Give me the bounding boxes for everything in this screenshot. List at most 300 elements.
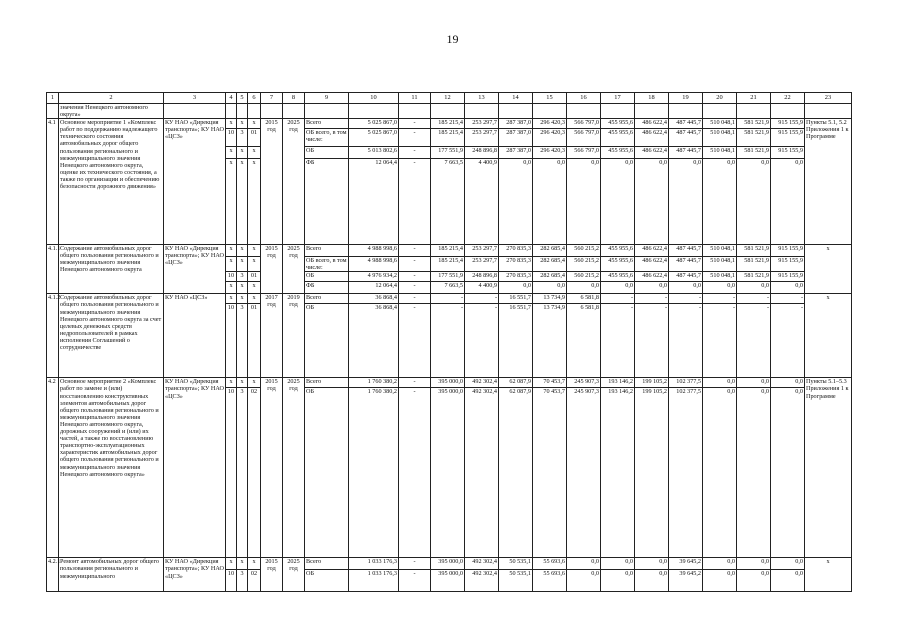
amount-cell: 487 445,7 — [669, 147, 703, 159]
end-year — [283, 245, 305, 294]
amount-cell: 4 400,9 — [465, 159, 499, 245]
amount-cell: 0,0 — [635, 282, 669, 294]
item-executor: КУ НАО «Дирекция транспорта»; КУ НАО «ЦСЗ» — [164, 245, 226, 294]
amount-cell: 12 064,4 — [349, 159, 399, 245]
column-number-1: 1 — [47, 93, 59, 104]
amount-cell: - — [399, 159, 431, 245]
amount-cell: 0,0 — [737, 378, 771, 388]
budget-code: х — [248, 282, 261, 294]
end-year-unit: год — [289, 385, 298, 393]
budget-code: х — [226, 119, 237, 129]
amount-cell: 36 868,4 — [349, 294, 399, 304]
amount-cell: 566 797,0 — [567, 147, 601, 159]
end-year-value: 2025 — [287, 119, 300, 127]
amount-cell: 253 297,7 — [465, 129, 499, 147]
amount-cell: 487 445,7 — [669, 119, 703, 129]
amount-cell: 0,0 — [771, 570, 805, 592]
start-year-unit: год — [267, 301, 276, 309]
budget-code: 01 — [248, 129, 261, 147]
amount-cell: 492 302,4 — [465, 388, 499, 558]
amount-cell: 0,0 — [567, 558, 601, 570]
amount-cell: 0,0 — [601, 558, 635, 570]
amount-cell: 581 521,9 — [737, 245, 771, 257]
amount-cell: 915 155,9 — [771, 257, 805, 272]
item-name: Ремонт автомобильных дорог общего пользования регионального и межмуниципального — [59, 558, 164, 592]
amount-cell: 0,0 — [737, 570, 771, 592]
amount-cell: 0,0 — [737, 159, 771, 245]
amount-cell: 0,0 — [533, 159, 567, 245]
item-number: 4.1.2 — [47, 294, 59, 378]
amount-cell: 395 000,0 — [431, 388, 465, 558]
amount-cell: 1 033 176,3 — [349, 570, 399, 592]
amount-cell: - — [771, 294, 805, 304]
amount-cell: 0,0 — [703, 378, 737, 388]
item-executor: КУ НАО «Дирекция транспорта»; КУ НАО «ЦСЗ» — [164, 119, 226, 245]
item-number: 4.2 — [47, 378, 59, 558]
amount-cell: 12 064,4 — [349, 282, 399, 294]
amount-cell: - — [431, 294, 465, 304]
end-year-unit: год — [289, 565, 298, 573]
budget-code: 10 — [226, 304, 237, 378]
budget-code: х — [226, 378, 237, 388]
budget-code: х — [226, 558, 237, 570]
budget-code: х — [248, 159, 261, 245]
budget-code: х — [248, 119, 261, 129]
amount-cell: 486 622,4 — [635, 119, 669, 129]
funding-source: Всего — [305, 558, 349, 570]
amount-cell: 487 445,7 — [669, 272, 703, 282]
column-number-19: 19 — [669, 93, 703, 104]
budget-code: х — [237, 378, 248, 388]
amount-cell: 581 521,9 — [737, 119, 771, 129]
item-name: Содержание автомобильных дорог общего пользования регионального и межмуниципального значения Ненецкого автономного округа за счет целевых денежных средств недропользователей в рамках исполнения Соглашений о сотрудничестве — [59, 294, 164, 378]
amount-cell: 455 955,6 — [601, 119, 635, 129]
amount-cell: 55 693,6 — [533, 570, 567, 592]
amount-cell: 0,0 — [567, 570, 601, 592]
amount-cell: 5 013 802,6 — [349, 147, 399, 159]
start-year — [261, 378, 283, 558]
amount-cell: 245 907,3 — [567, 388, 601, 558]
program-table — [46, 92, 852, 592]
end-year-value: 2019 — [287, 294, 300, 302]
amount-cell: 287 387,0 — [499, 129, 533, 147]
amount-cell: 55 693,6 — [533, 558, 567, 570]
amount-cell: 0,0 — [703, 159, 737, 245]
start-year — [261, 294, 283, 378]
column-number-8: 8 — [283, 93, 305, 104]
budget-code: 10 — [226, 129, 237, 147]
amount-cell: 62 087,9 — [499, 378, 533, 388]
amount-cell: - — [399, 129, 431, 147]
amount-cell: 270 835,3 — [499, 245, 533, 257]
amount-cell: 296 420,3 — [533, 147, 567, 159]
amount-cell: - — [399, 282, 431, 294]
amount-cell: 1 760 380,2 — [349, 388, 399, 558]
amount-cell: - — [635, 294, 669, 304]
budget-code: х — [248, 257, 261, 272]
item-executor: КУ НАО «ЦСЗ» — [164, 294, 226, 378]
amount-cell: 0,0 — [601, 570, 635, 592]
amount-cell: 560 215,2 — [567, 245, 601, 257]
amount-cell: 0,0 — [635, 558, 669, 570]
amount-cell: 455 955,6 — [601, 245, 635, 257]
budget-code: 02 — [248, 388, 261, 558]
amount-cell: 486 622,4 — [635, 272, 669, 282]
amount-cell: 0,0 — [635, 159, 669, 245]
amount-cell: 50 535,1 — [499, 558, 533, 570]
amount-cell: - — [399, 272, 431, 282]
funding-source: ОБ всего, в том числе: — [306, 257, 347, 272]
budget-code: х — [237, 294, 248, 304]
amount-cell: 36 868,4 — [349, 304, 399, 378]
amount-cell: 287 387,0 — [499, 119, 533, 129]
end-year — [283, 294, 305, 378]
column-number-16: 16 — [567, 93, 601, 104]
amount-cell: 395 000,0 — [431, 378, 465, 388]
column-number-row — [47, 93, 852, 104]
column-number-6: 6 — [248, 93, 261, 104]
amount-cell: 282 685,4 — [533, 245, 567, 257]
amount-cell: 62 087,9 — [499, 388, 533, 558]
amount-cell: 0,0 — [669, 159, 703, 245]
budget-code: х — [237, 282, 248, 294]
start-year-unit: год — [267, 385, 276, 393]
column-number-2: 2 — [59, 93, 164, 104]
budget-code: х — [248, 294, 261, 304]
amount-cell: 492 302,4 — [465, 570, 499, 592]
amount-cell: 13 734,9 — [533, 304, 567, 378]
carry-over-row — [47, 104, 852, 119]
budget-code: х — [248, 378, 261, 388]
amount-cell: 0,0 — [703, 558, 737, 570]
amount-cell: 270 835,3 — [499, 272, 533, 282]
budget-code: 3 — [237, 304, 248, 378]
amount-cell: 915 155,9 — [771, 272, 805, 282]
column-number-21: 21 — [737, 93, 771, 104]
amount-cell: 0,0 — [737, 388, 771, 558]
item-note: х — [805, 294, 852, 378]
amount-cell: 915 155,9 — [771, 245, 805, 257]
amount-cell: 7 663,5 — [431, 282, 465, 294]
budget-code: 10 — [226, 272, 237, 282]
item-name: Содержание автомобильных дорог общего пользования регионального и межмуниципального значения Ненецкого автономного округа — [59, 245, 164, 294]
amount-cell: 581 521,9 — [737, 272, 771, 282]
amount-cell: - — [465, 294, 499, 304]
amount-cell: 510 048,1 — [703, 257, 737, 272]
end-year-unit: год — [289, 301, 298, 309]
amount-cell: 253 297,7 — [465, 119, 499, 129]
amount-cell: - — [399, 388, 431, 558]
amount-cell: 282 685,4 — [533, 272, 567, 282]
funding-source: Всего — [305, 119, 349, 129]
amount-cell: 0,0 — [499, 282, 533, 294]
budget-code: х — [248, 147, 261, 159]
amount-cell: 4 400,9 — [465, 282, 499, 294]
amount-cell: 510 048,1 — [703, 129, 737, 147]
item-executor: КУ НАО «Дирекция транспорта»; КУ НАО «ЦСЗ» — [164, 558, 226, 592]
column-number-15: 15 — [533, 93, 567, 104]
amount-cell: 13 734,9 — [533, 294, 567, 304]
amount-cell: 566 797,0 — [567, 119, 601, 129]
amount-cell: - — [703, 304, 737, 378]
amount-cell: - — [737, 304, 771, 378]
amount-cell: 566 797,0 — [567, 129, 601, 147]
column-number-23: 23 — [805, 93, 852, 104]
start-year-value: 2015 — [265, 119, 278, 127]
amount-cell: 4 988 998,6 — [349, 245, 399, 257]
amount-cell: - — [399, 294, 431, 304]
column-number-3: 3 — [164, 93, 226, 104]
amount-cell: 581 521,9 — [737, 257, 771, 272]
budget-code: х — [226, 245, 237, 257]
column-number-11: 11 — [399, 93, 431, 104]
amount-cell: 0,0 — [635, 570, 669, 592]
amount-cell: 560 215,2 — [567, 272, 601, 282]
amount-cell: - — [669, 304, 703, 378]
amount-cell: 455 955,6 — [601, 147, 635, 159]
column-number-12: 12 — [431, 93, 465, 104]
amount-cell: - — [431, 304, 465, 378]
end-year-value: 2025 — [287, 245, 300, 253]
amount-cell: 0,0 — [703, 282, 737, 294]
amount-cell: - — [635, 304, 669, 378]
amount-cell: 486 622,4 — [635, 129, 669, 147]
start-year-unit: год — [267, 252, 276, 260]
amount-cell: 296 420,3 — [533, 119, 567, 129]
amount-cell: 492 302,4 — [465, 378, 499, 388]
column-number-14: 14 — [499, 93, 533, 104]
amount-cell: 915 155,9 — [771, 119, 805, 129]
budget-code: 01 — [248, 272, 261, 282]
amount-cell: 510 048,1 — [703, 119, 737, 129]
column-number-9: 9 — [305, 93, 349, 104]
amount-cell: 253 297,7 — [465, 257, 499, 272]
amount-cell: 6 581,8 — [567, 304, 601, 378]
amount-cell: 486 622,4 — [635, 245, 669, 257]
item-number: 4.1 — [47, 119, 59, 245]
amount-cell: - — [771, 304, 805, 378]
amount-cell: 193 146,2 — [601, 388, 635, 558]
funding-source: ОБ — [305, 570, 349, 592]
budget-code: 01 — [248, 304, 261, 378]
amount-cell: 1 760 380,2 — [349, 378, 399, 388]
amount-cell: 16 551,7 — [499, 294, 533, 304]
amount-cell: 0,0 — [771, 282, 805, 294]
amount-cell: - — [399, 245, 431, 257]
amount-cell: 39 645,2 — [669, 558, 703, 570]
funding-source: Всего — [305, 245, 349, 257]
budget-code: 3 — [237, 272, 248, 282]
end-year — [283, 558, 305, 592]
amount-cell: 177 551,9 — [431, 147, 465, 159]
funding-source: Всего — [305, 378, 349, 388]
start-year-value: 2017 — [265, 294, 278, 302]
budget-code: х — [226, 257, 237, 272]
item-executor: КУ НАО «Дирекция транспорта»; КУ НАО «ЦСЗ» — [164, 378, 226, 558]
amount-cell: 39 645,2 — [669, 570, 703, 592]
funding-source: ФБ — [305, 282, 349, 294]
start-year-value: 2015 — [265, 245, 278, 253]
funding-source: Всего — [305, 294, 349, 304]
program-row-r421-line-0 — [47, 558, 852, 570]
budget-code: х — [226, 147, 237, 159]
funding-source: ОБ — [305, 272, 349, 282]
amount-cell: 4 976 934,2 — [349, 272, 399, 282]
amount-cell: - — [601, 304, 635, 378]
budget-code: х — [237, 159, 248, 245]
item-number: 4.2.1 — [47, 558, 59, 592]
item-number: 4.1.1 — [47, 245, 59, 294]
amount-cell: 193 146,2 — [601, 378, 635, 388]
amount-cell: 395 000,0 — [431, 558, 465, 570]
amount-cell: 296 420,3 — [533, 129, 567, 147]
budget-code: х — [226, 294, 237, 304]
amount-cell: 510 048,1 — [703, 147, 737, 159]
amount-cell: - — [465, 304, 499, 378]
amount-cell: 486 622,4 — [635, 257, 669, 272]
end-year-unit: год — [289, 126, 298, 134]
column-number-20: 20 — [703, 93, 737, 104]
page-number: 19 — [446, 32, 459, 46]
budget-code: 10 — [226, 388, 237, 558]
column-number-17: 17 — [601, 93, 635, 104]
end-year — [283, 378, 305, 558]
amount-cell: 0,0 — [601, 282, 635, 294]
amount-cell: 0,0 — [703, 388, 737, 558]
budget-code: 10 — [226, 570, 237, 592]
amount-cell: 0,0 — [499, 159, 533, 245]
amount-cell: 581 521,9 — [737, 129, 771, 147]
carry-over-text: значения Ненецкого автономного округа» — [59, 104, 164, 119]
amount-cell: 287 387,0 — [499, 147, 533, 159]
funding-source: ОБ — [305, 147, 349, 159]
amount-cell: 395 000,0 — [431, 570, 465, 592]
budget-code: 3 — [237, 570, 248, 592]
start-year-unit: год — [267, 565, 276, 573]
program-row-r412-line-0 — [47, 294, 852, 304]
program-table-wrapper — [46, 92, 848, 640]
amount-cell: 455 955,6 — [601, 272, 635, 282]
amount-cell: 0,0 — [567, 159, 601, 245]
amount-cell: 455 955,6 — [601, 257, 635, 272]
amount-cell: 5 025 867,0 — [349, 129, 399, 147]
budget-code: 3 — [237, 388, 248, 558]
amount-cell: 487 445,7 — [669, 257, 703, 272]
start-year — [261, 558, 283, 592]
amount-cell: 102 377,5 — [669, 388, 703, 558]
start-year — [261, 245, 283, 294]
amount-cell: 253 297,7 — [465, 245, 499, 257]
amount-cell: 510 048,1 — [703, 272, 737, 282]
amount-cell: - — [669, 294, 703, 304]
item-note: х — [805, 558, 852, 592]
amount-cell: 0,0 — [771, 159, 805, 245]
start-year-value: 2015 — [265, 558, 278, 566]
amount-cell: 270 835,3 — [499, 257, 533, 272]
item-note: Пункты 5.1–5.3 Приложения 1 к Программе — [805, 378, 852, 558]
amount-cell: 5 025 867,0 — [349, 119, 399, 129]
amount-cell: - — [399, 304, 431, 378]
amount-cell: 177 551,9 — [431, 272, 465, 282]
amount-cell: 185 215,4 — [431, 129, 465, 147]
end-year-value: 2025 — [287, 558, 300, 566]
start-year — [261, 119, 283, 245]
amount-cell: 487 445,7 — [669, 129, 703, 147]
amount-cell: 199 105,2 — [635, 378, 669, 388]
budget-code: х — [248, 245, 261, 257]
amount-cell: 0,0 — [601, 159, 635, 245]
amount-cell: 455 955,6 — [601, 129, 635, 147]
item-name: Основное мероприятие 1 «Комплекс работ по поддержанию надлежащего технического состояния автомобильных дорог общего пользования регионального и межмуниципального значения Ненецкого автономного округа, оценке их технического состояния, а также по организации и обеспечению безопасности дорожного движения» — [59, 119, 164, 245]
amount-cell: 915 155,9 — [771, 129, 805, 147]
program-row-r42-line-0 — [47, 378, 852, 388]
amount-cell: 492 302,4 — [465, 558, 499, 570]
funding-source: ОБ — [305, 388, 349, 558]
end-year-value: 2025 — [287, 378, 300, 386]
budget-code: 02 — [248, 570, 261, 592]
amount-cell: 248 896,8 — [465, 272, 499, 282]
amount-cell: 0,0 — [669, 282, 703, 294]
budget-code: 3 — [237, 129, 248, 147]
column-number-22: 22 — [771, 93, 805, 104]
amount-cell: 915 155,9 — [771, 147, 805, 159]
amount-cell: 0,0 — [703, 570, 737, 592]
amount-cell: 70 453,7 — [533, 378, 567, 388]
amount-cell: 282 685,4 — [533, 257, 567, 272]
column-number-7: 7 — [261, 93, 283, 104]
amount-cell: - — [737, 294, 771, 304]
amount-cell: 199 105,2 — [635, 388, 669, 558]
amount-cell: 70 453,7 — [533, 388, 567, 558]
end-year-unit: год — [289, 252, 298, 260]
budget-code: х — [248, 558, 261, 570]
amount-cell: 16 551,7 — [499, 304, 533, 378]
budget-code: х — [237, 147, 248, 159]
start-year-value: 2015 — [265, 378, 278, 386]
amount-cell: 185 215,4 — [431, 257, 465, 272]
amount-cell: - — [601, 294, 635, 304]
column-number-5: 5 — [237, 93, 248, 104]
amount-cell: 248 896,8 — [465, 147, 499, 159]
column-number-10: 10 — [349, 93, 399, 104]
amount-cell: - — [703, 294, 737, 304]
amount-cell: 6 581,8 — [567, 294, 601, 304]
amount-cell: 0,0 — [567, 282, 601, 294]
amount-cell: 487 445,7 — [669, 245, 703, 257]
program-row-r41-line-0 — [47, 119, 852, 129]
amount-cell: 486 622,4 — [635, 147, 669, 159]
amount-cell: 560 215,2 — [567, 257, 601, 272]
start-year-unit: год — [267, 126, 276, 134]
column-number-18: 18 — [635, 93, 669, 104]
item-note: х — [805, 245, 852, 294]
item-note: Пункты 5.1, 5.2 Приложения 1 к Программе — [805, 119, 852, 245]
budget-code: х — [226, 282, 237, 294]
funding-source: ОБ — [305, 304, 349, 378]
amount-cell: - — [399, 147, 431, 159]
amount-cell: - — [399, 257, 431, 272]
amount-cell: - — [399, 558, 431, 570]
end-year — [283, 119, 305, 245]
amount-cell: 510 048,1 — [703, 245, 737, 257]
amount-cell: 102 377,5 — [669, 378, 703, 388]
program-row-r411-line-0 — [47, 245, 852, 257]
column-number-13: 13 — [465, 93, 499, 104]
amount-cell: 4 988 998,6 — [349, 257, 399, 272]
funding-source: ФБ — [305, 159, 349, 245]
amount-cell: 0,0 — [737, 282, 771, 294]
amount-cell: 0,0 — [771, 388, 805, 558]
